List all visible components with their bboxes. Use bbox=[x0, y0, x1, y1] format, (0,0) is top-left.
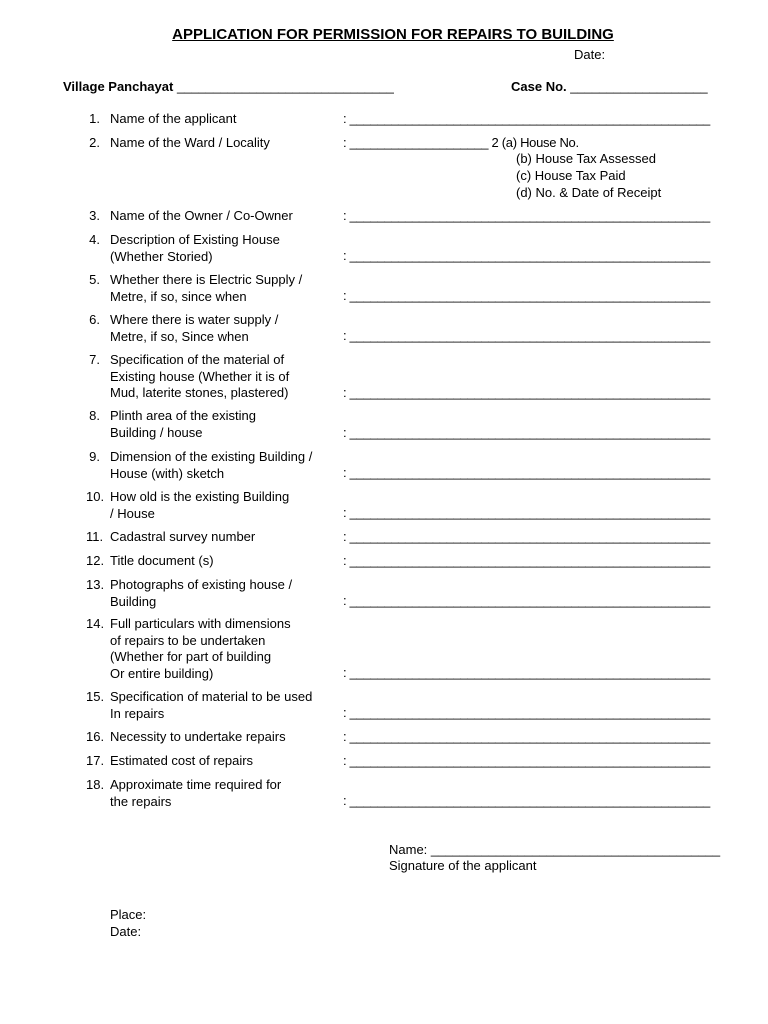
answer-line-15[interactable]: : ____________________________________________________ bbox=[343, 705, 710, 720]
date-label: Date: bbox=[574, 47, 606, 62]
item-label: Name of the applicant bbox=[110, 111, 237, 126]
house-tax-assessed-label: (b) House Tax Assessed bbox=[516, 151, 656, 166]
form-title: APPLICATION FOR PERMISSION FOR REPAIRS TO BUILDING bbox=[172, 26, 614, 43]
answer-line-9[interactable]: : ____________________________________________________ bbox=[343, 465, 710, 480]
footer-date-label: Date: bbox=[110, 924, 142, 939]
item-number: 12. bbox=[86, 553, 105, 568]
case-number-label: Case No. bbox=[511, 79, 567, 94]
item-number: 11. bbox=[86, 529, 104, 544]
item-number: 6. bbox=[89, 312, 100, 327]
village-panchayat-field bbox=[63, 79, 394, 94]
village-panchayat-blank[interactable]: ______________________________ bbox=[176, 79, 394, 94]
case-number-field bbox=[511, 79, 708, 94]
village-panchayat-label: Village Panchayat bbox=[63, 79, 174, 94]
receipt-number-date-label: (d) No. & Date of Receipt bbox=[516, 185, 662, 200]
answer-line-8[interactable]: : ____________________________________________________ bbox=[343, 425, 710, 440]
item-label: Description of Existing House (Whether Storied) bbox=[110, 232, 280, 264]
item-label: Where there is water supply / Metre, if so, Since when bbox=[110, 312, 279, 344]
answer-line-14[interactable]: : ____________________________________________________ bbox=[343, 665, 710, 680]
answer-line-13[interactable]: : ____________________________________________________ bbox=[343, 593, 710, 608]
answer-line-18[interactable]: : ____________________________________________________ bbox=[343, 793, 710, 808]
item-label: Necessity to undertake repairs bbox=[110, 729, 286, 744]
answer-line-3[interactable]: : ____________________________________________________ bbox=[343, 208, 710, 223]
item-number: 14. bbox=[86, 616, 105, 631]
case-number-blank[interactable]: ___________________ bbox=[570, 79, 708, 94]
place-label: Place: bbox=[110, 907, 147, 922]
item-number: 10. bbox=[86, 489, 105, 504]
applicant-name-field[interactable]: Name: ________________________________________ bbox=[389, 842, 721, 857]
item-label: Dimension of the existing Building / House (with) sketch bbox=[110, 449, 313, 481]
item-number: 13. bbox=[86, 577, 105, 592]
item-label: Specification of the material of Existing house (Whether it is of Mud, laterite stones, plastered) bbox=[110, 352, 290, 400]
item-number: 5. bbox=[89, 272, 100, 287]
house-tax-paid-label: (c) House Tax Paid bbox=[516, 168, 626, 183]
item-label: Photographs of existing house / Building bbox=[110, 577, 293, 609]
item-number: 2. bbox=[89, 135, 100, 150]
item-label: Cadastral survey number bbox=[110, 529, 256, 544]
item-number: 18. bbox=[86, 777, 105, 792]
item-label: Title document (s) bbox=[110, 553, 214, 568]
item-label: Whether there is Electric Supply / Metre, if so, since when bbox=[110, 272, 303, 304]
item-label: Name of the Owner / Co-Owner bbox=[110, 208, 293, 223]
item-number: 1. bbox=[89, 111, 100, 126]
item-label: Full particulars with dimensions of repairs to be undertaken (Whether for part of building Or entire building) bbox=[110, 616, 291, 681]
answer-line-7[interactable]: : ____________________________________________________ bbox=[343, 385, 710, 400]
item-number: 7. bbox=[89, 352, 100, 367]
item-number: 9. bbox=[89, 449, 100, 464]
item-number: 3. bbox=[89, 208, 100, 223]
answer-line-1[interactable]: : ____________________________________________________ bbox=[343, 111, 710, 126]
item-label: Name of the Ward / Locality bbox=[110, 135, 270, 150]
answer-line-12[interactable]: : ____________________________________________________ bbox=[343, 553, 710, 568]
item-number: 15. bbox=[86, 689, 105, 704]
signature-label: Signature of the applicant bbox=[389, 858, 537, 873]
answer-line-6[interactable]: : ____________________________________________________ bbox=[343, 328, 710, 343]
item-label: Plinth area of the existing Building / house bbox=[110, 408, 256, 440]
item-number: 17. bbox=[86, 753, 105, 768]
answer-line-10[interactable]: : ____________________________________________________ bbox=[343, 505, 710, 520]
answer-line-17[interactable]: : ____________________________________________________ bbox=[343, 753, 710, 768]
answer-line-11[interactable]: : ____________________________________________________ bbox=[343, 529, 710, 544]
item-label: Estimated cost of repairs bbox=[110, 753, 254, 768]
answer-line-2[interactable]: : ____________________ 2 (a) House No. bbox=[343, 135, 579, 150]
item-label: How old is the existing Building / House bbox=[110, 489, 290, 521]
answer-line-4[interactable]: : ____________________________________________________ bbox=[343, 248, 710, 263]
item-label: Approximate time required for the repairs bbox=[110, 777, 282, 809]
item-number: 8. bbox=[89, 408, 100, 423]
item-label: Specification of material to be used In repairs bbox=[110, 689, 313, 721]
item-number: 4. bbox=[89, 232, 100, 247]
item-number: 16. bbox=[86, 729, 105, 744]
answer-line-5[interactable]: : ____________________________________________________ bbox=[343, 288, 710, 303]
answer-line-16[interactable]: : ____________________________________________________ bbox=[343, 729, 710, 744]
